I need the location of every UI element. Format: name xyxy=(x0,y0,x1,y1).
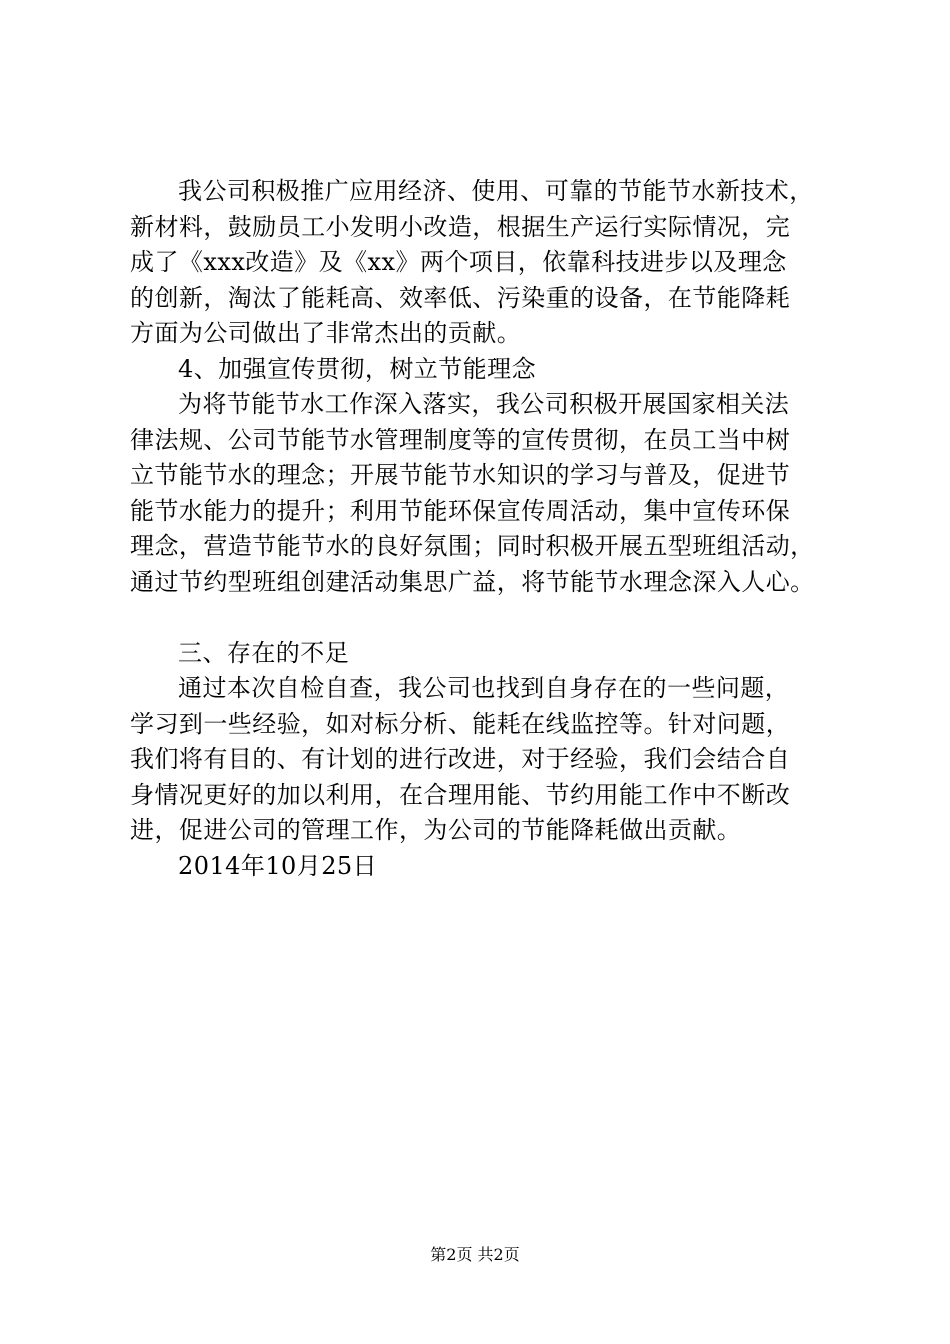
paragraph-line: 成了《xxx改造》及《xx》两个项目，依靠科技进步以及理念 xyxy=(130,248,787,276)
paragraph-line: 新材料，鼓励员工小发明小改造，根据生产运行实际情况，完 xyxy=(130,212,791,241)
section-heading: 4、加强宣传贯彻，树立节能理念 xyxy=(178,354,537,383)
paragraph-line: 我们将有目的、有计划的进行改进，对于经验，我们会结合自 xyxy=(130,745,791,773)
paragraph-line: 能节水能力的提升；利用节能环保宣传周活动，集中宣传环保 xyxy=(130,496,791,525)
paragraph-line: 我公司积极推广应用经济、使用、可靠的节能节水新技术， xyxy=(178,177,814,205)
paragraph-line: 的创新，淘汰了能耗高、效率低、污染重的设备，在节能降耗 xyxy=(130,283,791,312)
paragraph-line: 律法规、公司节能节水管理制度等的宣传贯彻，在员工当中树 xyxy=(130,425,791,454)
paragraph-line: 进，促进公司的管理工作，为公司的节能降耗做出贡献。 xyxy=(130,816,742,844)
paragraph-line: 为将节能节水工作深入落实，我公司积极开展国家相关法 xyxy=(178,390,790,418)
paragraph-line: 身情况更好的加以利用，在合理用能、节约用能工作中不断改 xyxy=(130,780,791,809)
paragraph-line: 通过本次自检自查，我公司也找到自身存在的一些问题， xyxy=(178,674,790,702)
page-number-footer: 第2页 共2页 xyxy=(430,1245,520,1264)
document-body xyxy=(130,174,840,884)
section-heading: 三、存在的不足 xyxy=(178,638,350,667)
paragraph-line: 通过节约型班组创建活动集思广益，将节能节水理念深入人心。 xyxy=(130,567,815,596)
paragraph-line: 立节能节水的理念；开展节能节水知识的学习与普及，促进节 xyxy=(130,461,791,489)
paragraph-line: 学习到一些经验，如对标分析、能耗在线监控等。针对问题， xyxy=(130,709,791,738)
blank-line xyxy=(130,600,840,636)
paragraph-line: 方面为公司做出了非常杰出的贡献。 xyxy=(130,319,522,347)
paragraph-line: 理念，营造节能节水的良好氛围；同时积极开展五型班组活动， xyxy=(130,532,815,560)
document-date: 2014年10月25日 xyxy=(178,851,378,880)
